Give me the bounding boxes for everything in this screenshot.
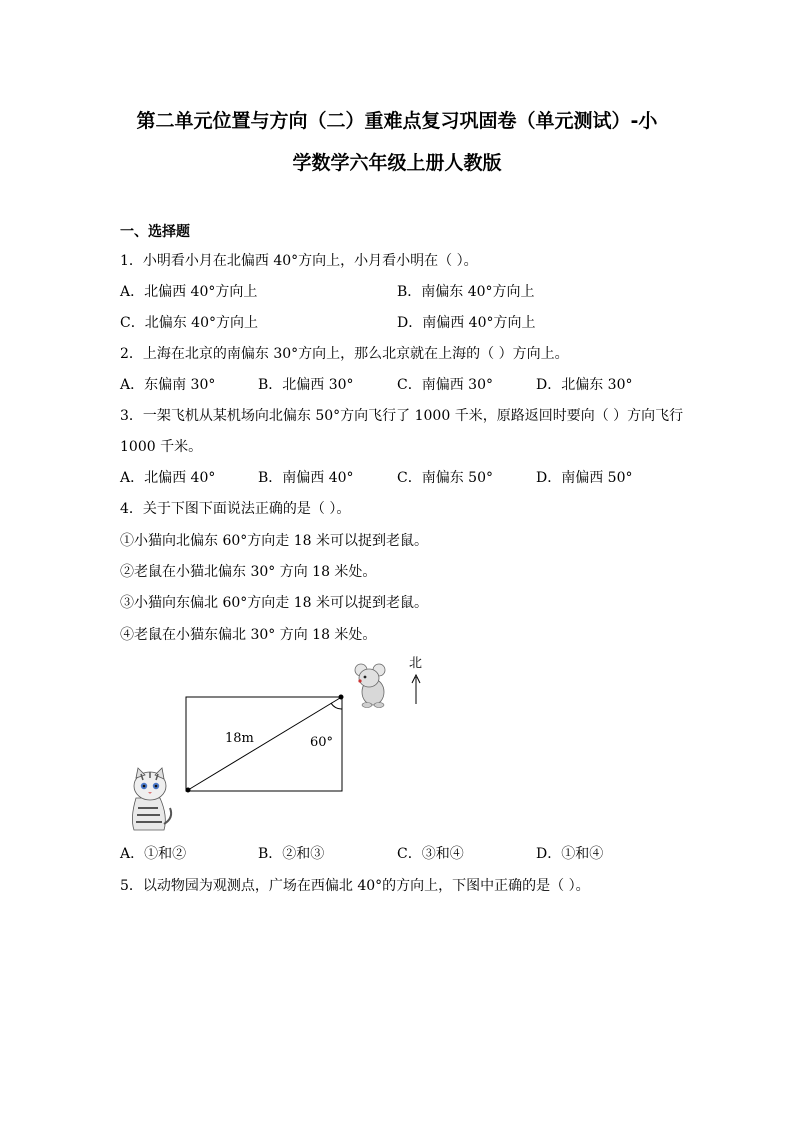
question-3-option-a: A．北偏西 40°	[120, 470, 216, 486]
question-3-stem-line-2: 1000 千米。	[120, 439, 203, 455]
question-3-stem-line-1: 3．一架飞机从某机场向北偏东 50°方向飞行了 1000 千米，原路返回时要向（ ）方向飞行	[120, 408, 684, 424]
question-1-option-c: C．北偏东 40°方向上	[120, 315, 258, 331]
question-2-stem: 2．上海在北京的南偏东 30°方向上，那么北京就在上海的（ ）方向上。	[120, 346, 569, 362]
page-title-line-2: 学数学六年级上册人教版	[292, 152, 502, 174]
question-4-statement-1: ①小猫向北偏东 60°方向走 18 米可以捉到老鼠。	[120, 533, 428, 549]
question-2-option-d: D．北偏东 30°	[536, 377, 633, 393]
question-2-option-c: C．南偏西 30°	[397, 377, 493, 393]
question-4-statement-3: ③小猫向东偏北 60°方向走 18 米可以捉到老鼠。	[120, 595, 428, 611]
mouse-icon	[355, 664, 385, 708]
question-2-option-b: B．北偏西 30°	[258, 377, 354, 393]
angle-label: 60°	[310, 735, 334, 750]
question-5-stem: 5．以动物园为观测点，广场在西偏北 40°的方向上，下图中正确的是（ ）。	[120, 878, 590, 894]
cat-point	[186, 788, 191, 793]
question-4-statement-2: ②老鼠在小猫北偏东 30° 方向 18 米处。	[120, 564, 377, 580]
cat-mouse-direction-figure	[118, 650, 438, 835]
question-1-option-b: B．南偏东 40°方向上	[397, 284, 535, 300]
distance-label: 18m	[225, 731, 254, 746]
question-4-option-a: A．①和②	[120, 846, 187, 862]
question-4-option-b: B．②和③	[258, 846, 325, 862]
question-4-statement-4: ④老鼠在小猫东偏北 30° 方向 18 米处。	[120, 627, 377, 643]
question-4-option-d: D．①和④	[536, 846, 604, 862]
question-1-stem: 1．小明看小月在北偏西 40°方向上，小月看小明在（ ）。	[120, 253, 478, 269]
question-4-stem: 4．关于下图下面说法正确的是（ ）。	[120, 501, 351, 517]
question-3-option-d: D．南偏西 50°	[536, 470, 633, 486]
north-label: 北	[409, 656, 423, 671]
question-3-option-b: B．南偏西 40°	[258, 470, 354, 486]
question-2-option-a: A．东偏南 30°	[120, 377, 216, 393]
question-3-option-c: C．南偏东 50°	[397, 470, 493, 486]
page-title-line-1: 第二单元位置与方向（二）重难点复习巩固卷（单元测试）-小	[136, 110, 658, 132]
question-1-option-a: A．北偏西 40°方向上	[120, 284, 258, 300]
question-4-option-c: C．③和④	[397, 846, 464, 862]
angle-arc	[331, 703, 342, 709]
section-heading: 一、选择题	[120, 224, 190, 240]
mouse-point	[339, 695, 344, 700]
question-1-option-d: D．南偏西 40°方向上	[397, 315, 536, 331]
cat-icon	[132, 768, 171, 830]
